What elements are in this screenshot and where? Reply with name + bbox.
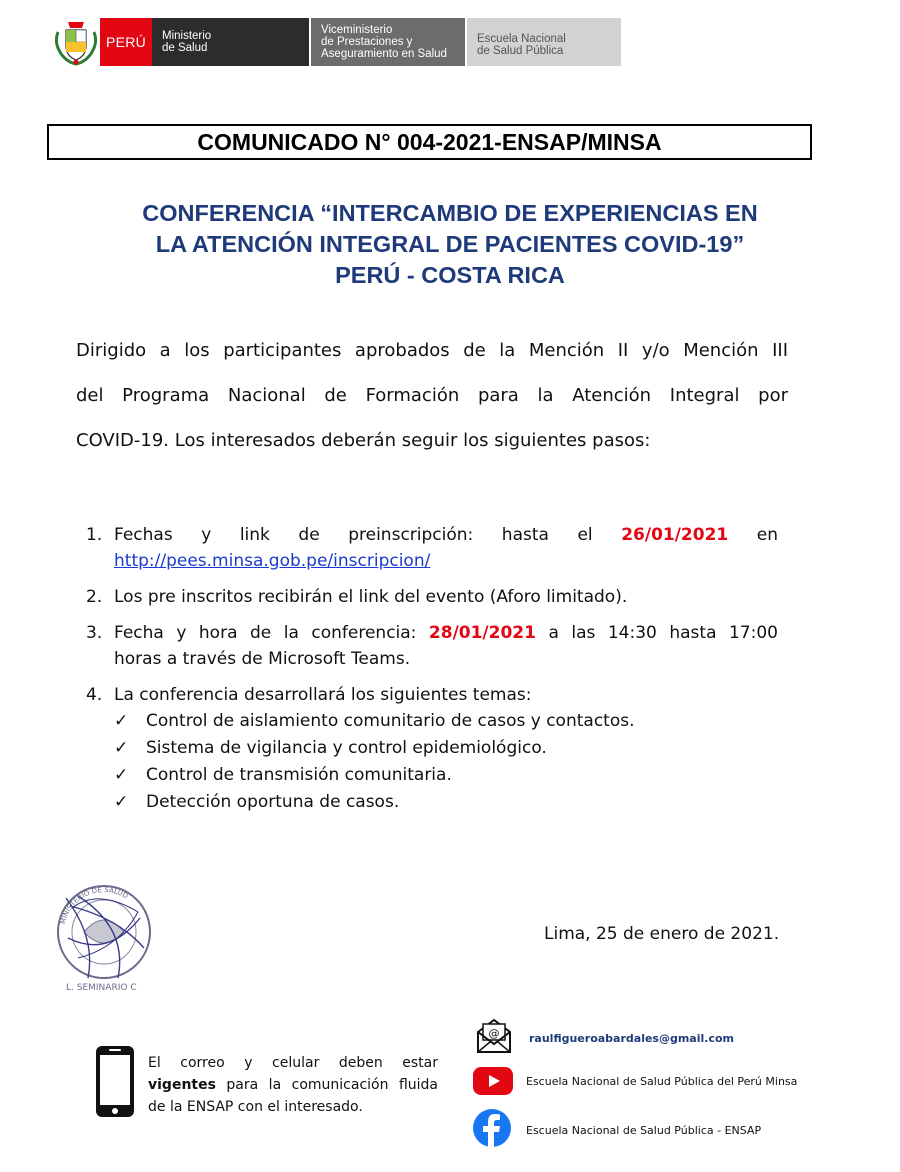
contact-email[interactable]: raulfigueroabardales@gmail.com bbox=[529, 1032, 734, 1045]
peru-badge: PERÚ bbox=[100, 18, 152, 66]
step-2-text: Los pre inscritos recibirán el link del evento (Aforo limitado). bbox=[114, 587, 628, 607]
conference-title bbox=[40, 198, 860, 291]
school-badge bbox=[467, 18, 621, 66]
contact-validity-note bbox=[148, 1052, 438, 1118]
youtube-icon bbox=[472, 1066, 514, 1096]
intro-line1: Dirigido a los participantes aprobados de la Mención II y/o Mención III bbox=[76, 340, 788, 361]
step-number: 4. bbox=[86, 685, 103, 705]
conference-date: 28/01/2021 bbox=[428, 623, 536, 643]
topic-item: ✓ Control de transmisión comunitaria. bbox=[114, 762, 778, 789]
topic-item: ✓ Detección oportuna de casos. bbox=[114, 789, 778, 816]
step-3 bbox=[86, 620, 778, 672]
svg-text:L. SEMINARIO C: L. SEMINARIO C bbox=[66, 983, 137, 993]
checkmark-icon: ✓ bbox=[114, 792, 129, 812]
intro-line3: COVID-19. Los interesados deberán seguir los siguientes pasos: bbox=[76, 430, 651, 451]
vice-line3: Aseguramiento en Salud bbox=[321, 48, 447, 60]
vice-line1: Viceministerio bbox=[321, 24, 393, 36]
note-line3: de la ENSAP con el interesado. bbox=[148, 1099, 363, 1115]
step-number: 1. bbox=[86, 525, 103, 545]
step-1 bbox=[86, 522, 778, 574]
email-icon bbox=[474, 1016, 514, 1054]
communique-title: COMUNICADO N° 004-2021-ENSAP/MINSA bbox=[47, 124, 812, 160]
step-4-text: La conferencia desarrollará los siguientes temas: bbox=[114, 685, 532, 705]
ministry-badge bbox=[152, 18, 309, 66]
step-number: 3. bbox=[86, 623, 103, 643]
checkmark-icon: ✓ bbox=[114, 765, 129, 785]
school-line1: Escuela Nacional bbox=[477, 33, 566, 45]
steps-list bbox=[86, 522, 778, 826]
coat-of-arms-icon bbox=[54, 18, 98, 66]
official-stamp-icon bbox=[48, 878, 160, 996]
step-3-text: Fecha y hora de la conferencia: 28/01/2021 a las 14:30 hasta 17:00 bbox=[114, 623, 778, 643]
checkmark-icon: ✓ bbox=[114, 738, 129, 758]
svg-text:@: @ bbox=[488, 1027, 500, 1040]
place-and-date: Lima, 25 de enero de 2021. bbox=[544, 924, 780, 944]
step-3-text-cont: horas a través de Microsoft Teams. bbox=[114, 649, 411, 669]
preregistration-link[interactable]: http://pees.minsa.gob.pe/inscripcion/ bbox=[114, 551, 431, 571]
step-number: 2. bbox=[86, 587, 103, 607]
viceministry-badge bbox=[311, 18, 465, 66]
youtube-channel[interactable]: Escuela Nacional de Salud Pública del Perú Minsa bbox=[526, 1075, 798, 1088]
ministry-line1: Ministerio bbox=[162, 30, 212, 42]
vice-line2: de Prestaciones y bbox=[321, 36, 413, 48]
checkmark-icon: ✓ bbox=[114, 711, 129, 731]
preregistration-deadline: 26/01/2021 bbox=[621, 525, 729, 545]
facebook-icon bbox=[472, 1108, 512, 1148]
intro-paragraph bbox=[76, 328, 788, 463]
note-line2: vigentes para la comunicación fluida bbox=[148, 1077, 438, 1093]
school-line2: de Salud Pública bbox=[477, 45, 564, 57]
step-4 bbox=[86, 682, 778, 816]
conference-title-line3: PERÚ - COSTA RICA bbox=[335, 262, 565, 288]
topic-item: ✓ Sistema de vigilancia y control epidemiológico. bbox=[114, 735, 778, 762]
step-2 bbox=[86, 584, 778, 610]
svg-text:MINISTERIO DE SALUD: MINISTERIO DE SALUD bbox=[58, 885, 130, 926]
topics-list bbox=[114, 708, 778, 816]
step-1-text: Fechas y link de preinscripción: hasta el 26/01/2021 en bbox=[114, 525, 779, 545]
facebook-page[interactable]: Escuela Nacional de Salud Pública - ENSAP bbox=[526, 1124, 762, 1137]
topic-item: ✓ Control de aislamiento comunitario de casos y contactos. bbox=[114, 708, 778, 735]
smartphone-icon bbox=[94, 1044, 136, 1119]
note-line1: El correo y celular deben estar bbox=[148, 1055, 438, 1071]
ministry-line2: de Salud bbox=[162, 42, 208, 54]
conference-title-line2: LA ATENCIÓN INTEGRAL DE PACIENTES COVID-19” bbox=[155, 231, 745, 257]
intro-line2: del Programa Nacional de Formación para la Atención Integral por bbox=[76, 385, 788, 406]
conference-title-line1: CONFERENCIA “INTERCAMBIO DE EXPERIENCIAS EN bbox=[142, 200, 758, 226]
